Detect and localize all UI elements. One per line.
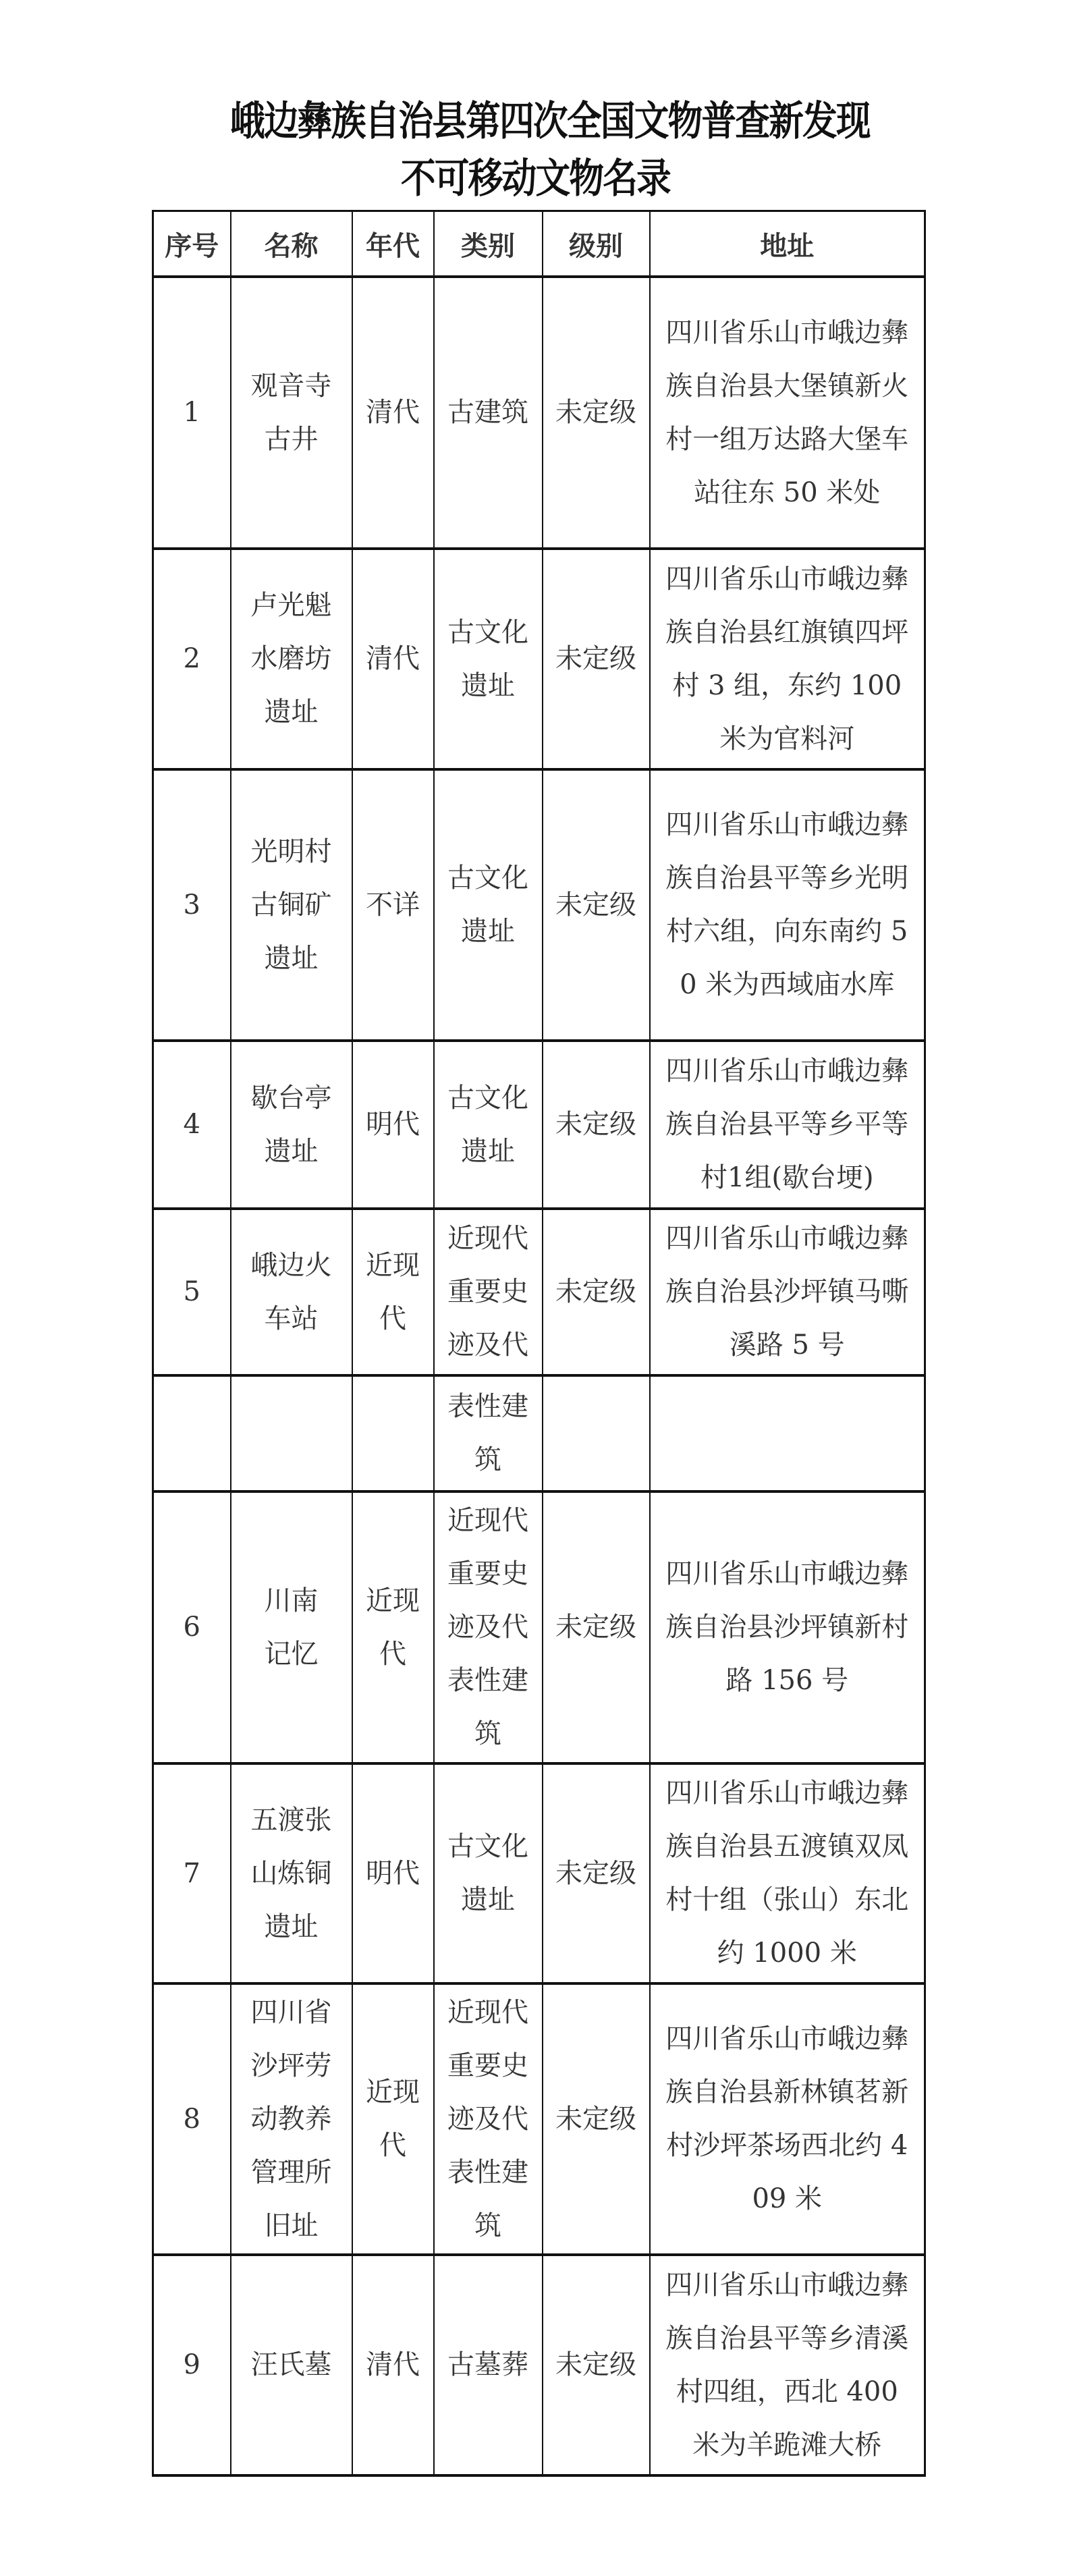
- cell-era: 明代: [352, 1763, 434, 1983]
- relics-table: [152, 210, 926, 2477]
- cell-no: 5: [153, 1209, 231, 1375]
- cell-name: 卢光魁水磨坊遗址: [231, 549, 352, 769]
- header-era: 年代: [352, 211, 434, 277]
- cell-no: 3: [153, 769, 231, 1041]
- cell-era: 明代: [352, 1041, 434, 1209]
- table-header-row: [153, 211, 925, 277]
- cell-address: 四川省乐山市峨边彝族自治县平等乡平等村1组(歇台埂): [650, 1041, 925, 1209]
- table-row: [153, 1763, 925, 1983]
- cell-no: 7: [153, 1763, 231, 1983]
- cell-no: 6: [153, 1491, 231, 1763]
- table-row: [153, 549, 925, 769]
- cell-no: [153, 1375, 231, 1491]
- cell-address: [650, 1375, 925, 1491]
- header-address: 地址: [650, 211, 925, 277]
- cell-name: 光明村古铜矿遗址: [231, 769, 352, 1041]
- cell-category: 古文化遗址: [434, 549, 543, 769]
- cell-address: 四川省乐山市峨边彝族自治县大堡镇新火村一组万达路大堡车站往东 50 米处: [650, 277, 925, 549]
- cell-name: 四川省沙坪劳动教养管理所旧址: [231, 1983, 352, 2255]
- cell-category: 近现代重要史迹及代表性建筑: [434, 1491, 543, 1763]
- cell-era: 清代: [352, 549, 434, 769]
- cell-level: 未定级: [543, 1983, 650, 2255]
- table-row: [153, 1209, 925, 1375]
- table-row: [153, 1041, 925, 1209]
- cell-name: 五渡张山炼铜遗址: [231, 1763, 352, 1983]
- cell-no: 9: [153, 2255, 231, 2475]
- cell-name: 峨边火车站: [231, 1209, 352, 1375]
- cell-name: [231, 1375, 352, 1491]
- table-row-continuation: [153, 1375, 925, 1491]
- table-row: [153, 769, 925, 1041]
- cell-level: [543, 1375, 650, 1491]
- cell-no: 1: [153, 277, 231, 549]
- cell-category: 古文化遗址: [434, 1763, 543, 1983]
- cell-category: 近现代重要史迹及代: [434, 1209, 543, 1375]
- document-title-line-1: 峨边彝族自治县第四次全国文物普查新发现: [230, 98, 870, 145]
- cell-level: 未定级: [543, 2255, 650, 2475]
- cell-address: 四川省乐山市峨边彝族自治县五渡镇双凤村十组（张山）东北约 1000 米: [650, 1763, 925, 1983]
- cell-era: 近现代: [352, 1983, 434, 2255]
- cell-level: 未定级: [543, 549, 650, 769]
- cell-address: 四川省乐山市峨边彝族自治县平等乡光明村六组，向东南约 50 米为西域庙水库: [650, 769, 925, 1041]
- cell-era: [352, 1375, 434, 1491]
- cell-category: 表性建筑: [434, 1375, 543, 1491]
- table-row: [153, 277, 925, 549]
- header-category: 类别: [434, 211, 543, 277]
- cell-level: 未定级: [543, 769, 650, 1041]
- table-row: [153, 1983, 925, 2255]
- cell-address: 四川省乐山市峨边彝族自治县沙坪镇马嘶溪路 5 号: [650, 1209, 925, 1375]
- cell-era: 清代: [352, 2255, 434, 2475]
- cell-name: 歇台亭遗址: [231, 1041, 352, 1209]
- cell-level: 未定级: [543, 1041, 650, 1209]
- cell-level: 未定级: [543, 277, 650, 549]
- cell-category: 古墓葬: [434, 2255, 543, 2475]
- cell-no: 2: [153, 549, 231, 769]
- cell-address: 四川省乐山市峨边彝族自治县沙坪镇新村路 156 号: [650, 1491, 925, 1763]
- cell-level: 未定级: [543, 1209, 650, 1375]
- cell-level: 未定级: [543, 1491, 650, 1763]
- cell-category: 近现代重要史迹及代表性建筑: [434, 1983, 543, 2255]
- cell-era: 不详: [352, 769, 434, 1041]
- cell-no: 4: [153, 1041, 231, 1209]
- header-name: 名称: [231, 211, 352, 277]
- cell-name: 汪氏墓: [231, 2255, 352, 2475]
- cell-no: 8: [153, 1983, 231, 2255]
- cell-era: 近现代: [352, 1209, 434, 1375]
- cell-address: 四川省乐山市峨边彝族自治县红旗镇四坪村 3 组，东约 100 米为官料河: [650, 549, 925, 769]
- document-title-line-2: 不可移动文物名录: [400, 155, 671, 202]
- cell-address: 四川省乐山市峨边彝族自治县平等乡清溪村四组，西北 400 米为羊跪滩大桥: [650, 2255, 925, 2475]
- table-row: [153, 1491, 925, 1763]
- header-no: 序号: [153, 211, 231, 277]
- cell-category: 古建筑: [434, 277, 543, 549]
- cell-address: 四川省乐山市峨边彝族自治县新林镇茗新村沙坪茶场西北约 409 米: [650, 1983, 925, 2255]
- table-row: [153, 2255, 925, 2475]
- header-level: 级别: [543, 211, 650, 277]
- cell-era: 近现代: [352, 1491, 434, 1763]
- cell-level: 未定级: [543, 1763, 650, 1983]
- cell-category: 古文化遗址: [434, 769, 543, 1041]
- cell-name: 观音寺古井: [231, 277, 352, 549]
- cell-category: 古文化遗址: [434, 1041, 543, 1209]
- cell-name: 川南记忆: [231, 1491, 352, 1763]
- cell-era: 清代: [352, 277, 434, 549]
